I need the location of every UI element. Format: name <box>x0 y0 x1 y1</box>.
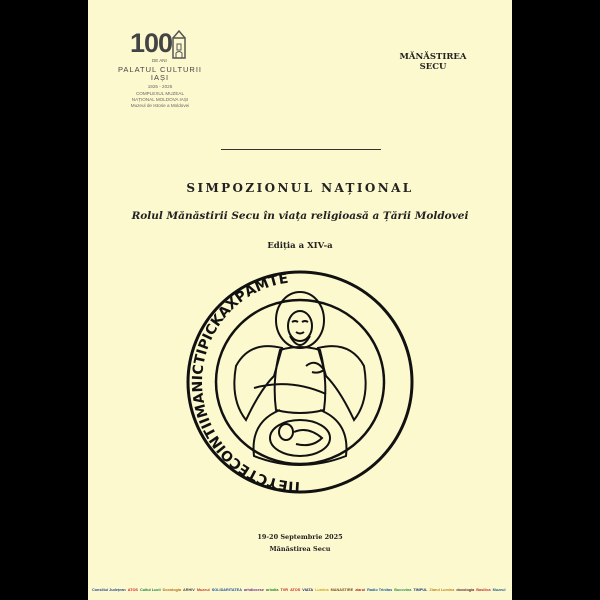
logo-number: 100 <box>130 28 173 58</box>
sponsor-logo: Lumina <box>315 588 329 592</box>
sponsor-logo: ATOS <box>127 588 138 592</box>
sponsors-strip <box>92 584 508 596</box>
logo-line2: IAȘI <box>150 73 170 82</box>
sponsor-logo: Doxologia <box>162 588 181 592</box>
prophet-figure <box>234 292 365 465</box>
event-place: Mănăstirea Secu <box>269 545 331 553</box>
logo-years: 1925 - 2025 <box>147 84 173 89</box>
sponsor-logo: Radio Trinitas <box>367 588 393 592</box>
document-page <box>88 0 512 600</box>
sponsor-logo: TIMPUL <box>413 588 428 592</box>
logo-org1: COMPLEXUL MUZEAL <box>135 91 185 96</box>
symposium-subtitle: Rolul Mănăstirii Secu în viața religioasă a Țării Moldovei <box>131 210 469 222</box>
monastery-header <box>388 52 478 72</box>
sponsor-logo: Bucovina <box>394 588 412 592</box>
seal-legend: ΠΕϒϹΤΕϹΟΙΝΤΙΙΜΑΝΙϹΤΙΡΙCΚΑΧΡΑΜΤΕ <box>189 270 301 495</box>
logo-years-label: DE ANI <box>152 58 167 63</box>
logo-org3: Muzeul de Istorie a Moldovei <box>130 103 190 108</box>
sponsor-logo: VIATA <box>302 588 314 592</box>
sponsor-logo: Muzeul <box>196 588 210 592</box>
sponsor-logo: TVR <box>280 588 289 592</box>
sponsor-logo: Cultul Lucii <box>139 588 161 592</box>
edition-label: Ediția a XIV-a <box>267 241 333 251</box>
sponsor-logo: SOLIDARITATEA <box>211 588 242 592</box>
monastery-line2: SECU <box>419 62 447 72</box>
sponsor-logo: arhdiocese <box>243 588 264 592</box>
seal-illustration <box>150 270 450 495</box>
sponsor-logo: Consiliul Județean <box>92 588 126 592</box>
sponsor-logo: Muzeul <box>492 588 506 592</box>
sponsor-logo: Basilica <box>476 588 491 592</box>
logo-org2: NAȚIONAL MOLDOVA IAȘI <box>131 97 189 102</box>
sponsor-logo: ziarul <box>355 588 366 592</box>
palatul-culturii-logo <box>100 28 220 118</box>
palace-tower-icon <box>168 30 190 60</box>
sponsor-logo: arlodia <box>266 588 279 592</box>
symposium-title: SIMPOZIONUL NAȚIONAL <box>186 181 414 195</box>
sponsor-logo: doxologia <box>456 588 475 592</box>
event-dates: 19-20 Septembrie 2025 <box>257 533 343 541</box>
logo-line1: PALATUL CULTURII <box>117 65 203 74</box>
divider-rule <box>221 149 381 150</box>
sponsor-logo: MANASTIRE <box>330 588 354 592</box>
sponsor-logo: Ziarul Lumina <box>429 588 455 592</box>
sponsor-logo: ATOS <box>290 588 301 592</box>
sponsor-logo: ARHIV <box>183 588 195 592</box>
monastery-line1: MĂNĂSTIREA <box>399 52 467 62</box>
